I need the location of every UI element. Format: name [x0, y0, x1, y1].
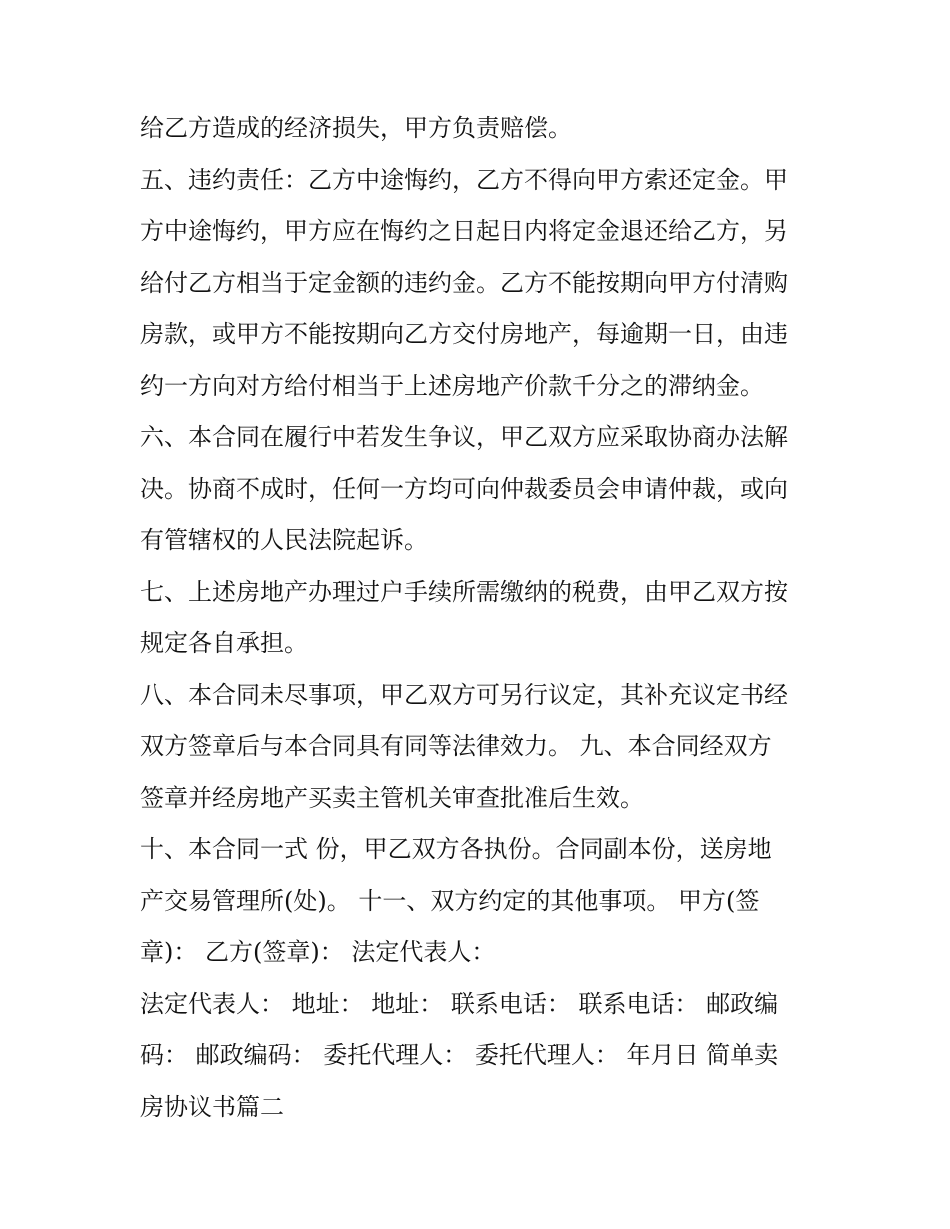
text-line: 五、违约责任：乙方中途悔约，乙方不得向甲方索还定金。甲: [140, 165, 788, 194]
text-line: 签章并经房地产买卖主管机关审查批准后生效。: [140, 783, 644, 812]
text-line: 给付乙方相当于定金额的违约金。乙方不能按期向甲方付清购: [140, 268, 788, 297]
text-line: 产交易管理所(处)。 十一、双方约定的其他事项。 甲方(签: [140, 886, 760, 915]
document-body: [140, 103, 820, 1133]
text-line: 房款，或甲方不能按期向乙方交付房地产，每逾期一日，由违: [140, 320, 788, 348]
text-line: 章)： 乙方(签章)： 法定代表人：: [140, 938, 496, 966]
text-line: 规定各自承担。: [140, 629, 308, 657]
text-line: 有管辖权的人民法院起诉。: [140, 526, 428, 554]
text-line: 双方签章后与本合同具有同等法律效力。 九、本合同经双方: [140, 732, 772, 760]
text-line: 法定代表人： 地址： 地址： 联系电话： 联系电话： 邮政编: [140, 989, 779, 1018]
text-line: 八、本合同未尽事项，甲乙双方可另行议定，其补充议定书经: [140, 680, 788, 709]
text-line: 码： 邮政编码： 委托代理人： 委托代理人： 年月日 简单卖: [140, 1041, 779, 1069]
text-line: 七、上述房地产办理过户手续所需缴纳的税费，由甲乙双方按: [140, 577, 788, 606]
text-line: 决。协商不成时，任何一方均可向仲裁委员会申请仲裁，或向: [140, 474, 788, 503]
text-line: 约一方向对方给付相当于上述房地产价款千分之的滞纳金。: [140, 371, 764, 400]
text-line: 六、本合同在履行中若发生争议，甲乙双方应采取协商办法解: [140, 423, 788, 451]
text-line: 给乙方造成的经济损失，甲方负责赔偿。: [140, 114, 572, 142]
text-line: 房协议书篇二: [140, 1092, 284, 1121]
text-line: 方中途悔约，甲方应在悔约之日起日内将定金退还给乙方，另: [140, 217, 788, 245]
text-line: 十、本合同一式 份，甲乙双方各执份。合同副本份，送房地: [140, 835, 772, 863]
